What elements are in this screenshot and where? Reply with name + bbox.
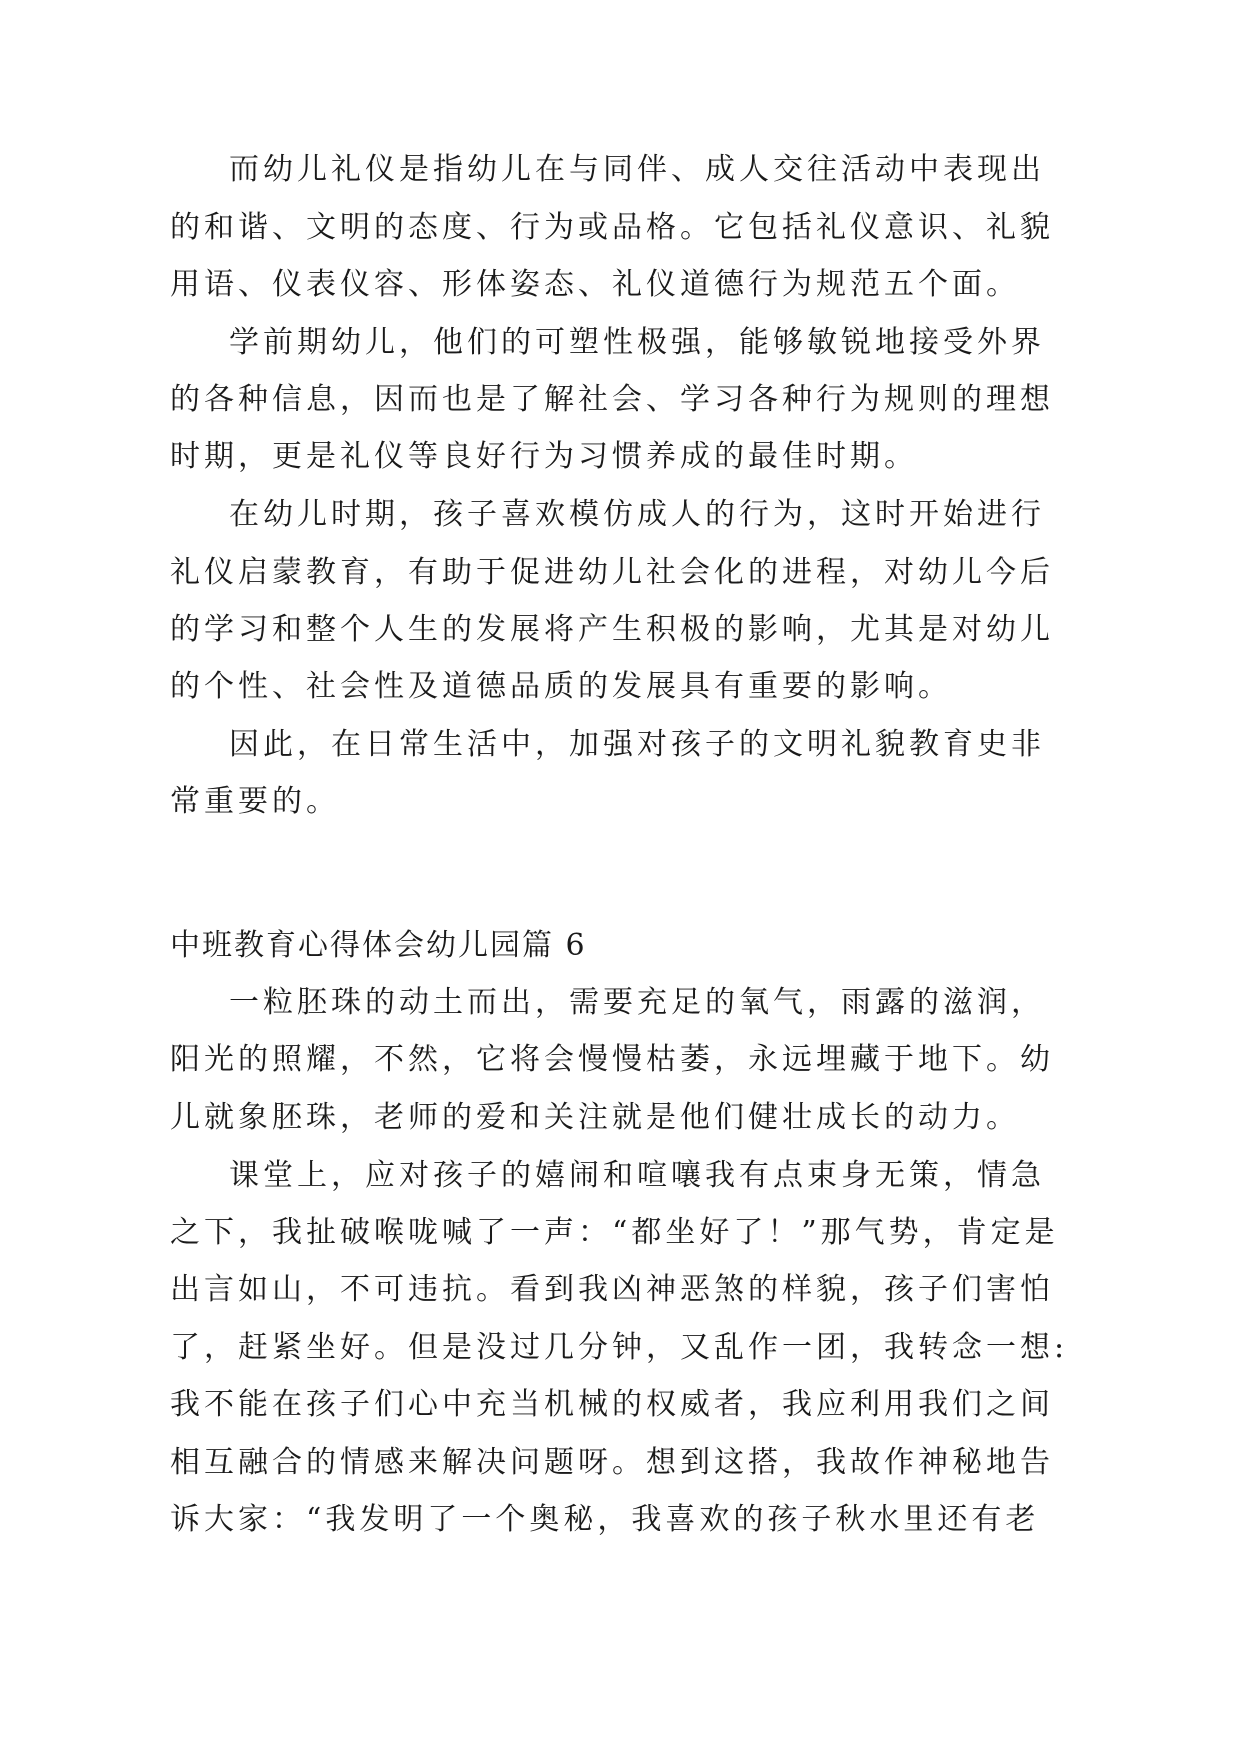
- text-line: 因此，在日常生活中，加强对孩子的文明礼貌教育史非: [229, 727, 1045, 762]
- text-line: 一粒胚珠的动土而出，需要充足的氧气，雨露的滋润，: [229, 985, 1045, 1020]
- text-line: 时期，更是礼仪等良好行为习惯养成的最佳时期。: [170, 439, 918, 474]
- text-line: 我不能在孩子们心中充当机械的权威者，我应利用我们之间: [170, 1387, 1054, 1422]
- text-line: 的学习和整个人生的发展将产生积极的影响，尤其是对幼儿: [170, 612, 1054, 647]
- text-line: 在幼儿时期，孩子喜欢模仿成人的行为，这时开始进行: [229, 497, 1045, 532]
- text-line: 出言如山，不可违抗。看到我凶神恶煞的样貌，孩子们害怕: [170, 1272, 1054, 1307]
- text-line: 诉大家：“我发明了一个奥秘，我喜欢的孩子秋水里还有老: [170, 1502, 1040, 1537]
- text-line: 儿就象胚珠，老师的爱和关注就是他们健壮成长的动力。: [170, 1100, 1020, 1135]
- text-line: 而幼儿礼仪是指幼儿在与同伴、成人交往活动中表现出: [229, 152, 1045, 187]
- text-line: 用语、仪表仪容、形体姿态、礼仪道德行为规范五个面。: [170, 267, 1020, 302]
- text-line: 了，赶紧坐好。但是没过几分钟，又乱作一团，我转念一想:: [170, 1330, 1069, 1365]
- text-line: 之下，我扯破喉咙喊了一声：“都坐好了！”那气势，肯定是: [170, 1215, 1059, 1250]
- text-line: 的个性、社会性及道德品质的发展具有重要的影响。: [170, 669, 952, 704]
- text-line: 学前期幼儿，他们的可塑性极强，能够敏锐地接受外界: [229, 325, 1045, 360]
- text-line: 课堂上，应对孩子的嬉闹和喧嚷我有点束身无策，情急: [229, 1158, 1045, 1193]
- text-line: 常重要的。: [170, 784, 340, 819]
- section-heading: 中班教育心得体会幼儿园篇 6: [170, 928, 587, 963]
- text-line: 的和谐、文明的态度、行为或品格。它包括礼仪意识、礼貌: [170, 210, 1054, 245]
- text-line: 阳光的照耀，不然，它将会慢慢枯萎，永远埋藏于地下。幼: [170, 1042, 1054, 1077]
- text-line: 的各种信息，因而也是了解社会、学习各种行为规则的理想: [170, 382, 1054, 417]
- text-line: 相互融合的情感来解决问题呀。想到这搭，我故作神秘地告: [170, 1445, 1054, 1480]
- text-line: 礼仪启蒙教育，有助于促进幼儿社会化的进程，对幼儿今后: [170, 555, 1054, 590]
